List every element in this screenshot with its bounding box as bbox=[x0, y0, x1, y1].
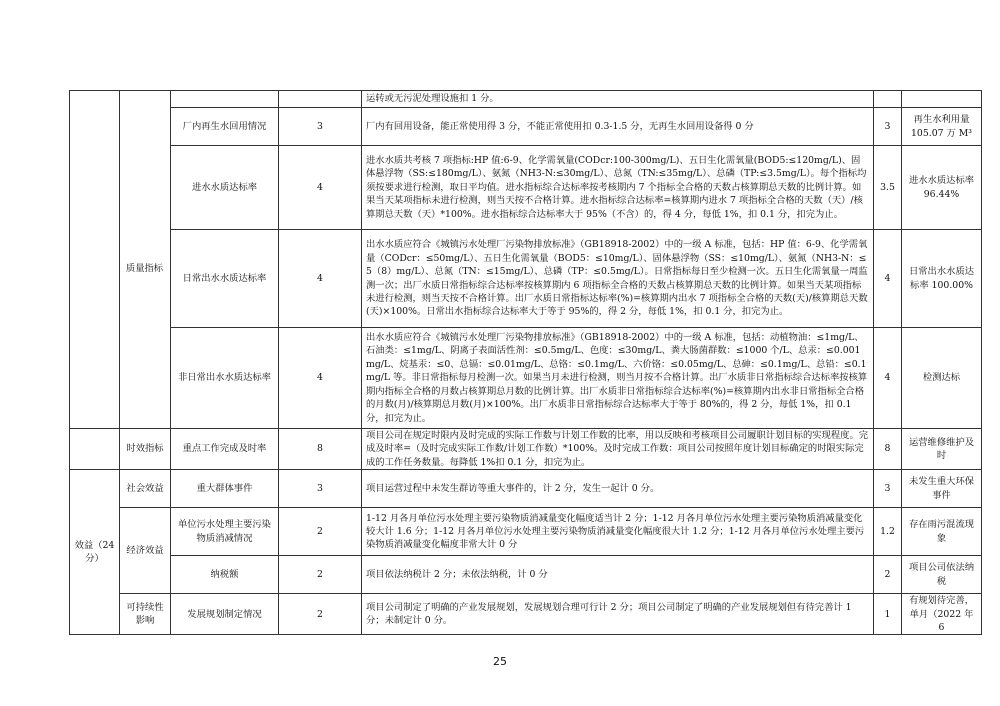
criteria-cell: 出水水质应符合《城镇污水处理厂污染物排放标准》（GB18918-2002）中的一级 A 标准，包括：HP 值：6-9、化学需氧量（CODcr：≤50mg/L）、五日生化需氧量（BOD5：≤10mg/L）、固体悬浮物（SS：≤10mg/L）、氨氮（NH3-N：≤5（8）mg/L）、总氮（TN：≤15mg/L）、总磷（TP：≤0.5mg/L）。日常指标每日至少检测一次。五日生化需氧量一周监测一次；出厂水质日常指标综合达标率按核算期内 6 项指标全合格的天数占核算期总天数的比例计算。如果当天某项指标未进行检测，则当天按不合格计算。出厂水质日常指标达标率(%)=核算期内出水 7 项指标全合格的天数(天)/核算期总天数(天)×100%。日常出水指标综合达标率大于等于 95%的，得 2 分，每低 1%，扣 0.1 分，扣完为止。 bbox=[362, 230, 874, 328]
subcategory-cell: 可持续性影响 bbox=[120, 594, 171, 635]
table-row bbox=[70, 594, 982, 635]
item-cell: 重点工作完成及时率 bbox=[171, 429, 279, 470]
criteria-cell: 项目依法纳税计 2 分；未依法纳税，计 0 分 bbox=[362, 556, 874, 594]
full-score-cell: 8 bbox=[279, 429, 362, 470]
full-score-cell: 3 bbox=[279, 108, 362, 146]
table-row bbox=[70, 230, 982, 328]
table-row bbox=[70, 146, 982, 230]
criteria-cell: 厂内有回用设备，能正常使用得 3 分，不能正常使用扣 0.3-1.5 分，无再生水回用设备得 0 分 bbox=[362, 108, 874, 146]
item-cell: 日常出水水质达标率 bbox=[171, 230, 279, 328]
item-cell: 重大群体事件 bbox=[171, 470, 279, 508]
item-cell: 纳税额 bbox=[171, 556, 279, 594]
item-cell: 厂内再生水回用情况 bbox=[171, 108, 279, 146]
benefit-category-cell: 效益（24分） bbox=[70, 470, 120, 635]
full-score-cell: 2 bbox=[279, 508, 362, 556]
score-cell: 8 bbox=[874, 429, 902, 470]
score-cell: 1.2 bbox=[874, 508, 902, 556]
full-score-cell: 4 bbox=[279, 328, 362, 429]
score-cell: 3 bbox=[874, 470, 902, 508]
subcategory-cell: 社会效益 bbox=[120, 470, 171, 508]
score-cell: 2 bbox=[874, 556, 902, 594]
score-cell: 3 bbox=[874, 108, 902, 146]
criteria-cell: 运转或无污泥处理设施扣 1 分。 bbox=[362, 91, 874, 108]
full-score-cell: 2 bbox=[279, 594, 362, 635]
result-cell: 未发生重大环保事件 bbox=[902, 470, 982, 508]
criteria-cell: 项目公司制定了明确的产业发展规划，发展规划合理可行计 2 分；项目公司制定了明确的产业发展规划但有待完善计 1 分；未制定计 0 分。 bbox=[362, 594, 874, 635]
score-cell: 4 bbox=[874, 230, 902, 328]
table-row bbox=[70, 429, 982, 470]
full-score-cell: 3 bbox=[279, 470, 362, 508]
table-row bbox=[70, 108, 982, 146]
table-row bbox=[70, 470, 982, 508]
table-row bbox=[70, 328, 982, 429]
item-cell: 非日常出水水质达标率 bbox=[171, 328, 279, 429]
evaluation-table bbox=[69, 90, 982, 635]
table-row bbox=[70, 91, 982, 108]
result-cell: 再生水利用量 105.07 万 M³ bbox=[902, 108, 982, 146]
criteria-cell: 项目公司在规定时限内及时完成的实际工作数与计划工作数的比率，用以反映和考核项目公司履职计划目标的实现程度。完成及时率=（及时完成实际工作数/计划工作数）*100%。及时完成工作数：项目公司按照年度计划目标确定的时限实际完成的工作任务数量。每降低 1%扣 0.1 分，扣完为止。 bbox=[362, 429, 874, 470]
score-cell: 1 bbox=[874, 594, 902, 635]
table-row bbox=[70, 556, 982, 594]
criteria-cell: 进水水质共考核 7 项指标:HP 值:6-9、化学需氧量(CODcr:100-300mg/L)、五日生化需氧量(BOD5:≤120mg/L)、固体悬浮物（SS:≤180mg/L）、氨氮（NH3-N:≤30mg/L）、总氮（TN:≤35mg/L）、总磷（TP:≤3.5mg/L）。每个指标均须按要求进行检测，取日平均值。进水指标综合达标率按考核期内 7 个指标全合格的天数占核算期总天数的比例计算。如果当天某项指标未进行检测，则当天按不合格计算。进水指标综合达标率=核算期内进水 7 项指标全合格的天数（天）/核算期总天数（天）*100%。进水指标综合达标率大于 95%（不含）的，得 4 分，每低 1%，扣 0.1 分，扣完为止。 bbox=[362, 146, 874, 230]
result-cell: 进水水质达标率 96.44% bbox=[902, 146, 982, 230]
full-score-cell: 4 bbox=[279, 146, 362, 230]
page-number: 25 bbox=[493, 655, 507, 668]
table-row bbox=[70, 508, 982, 556]
result-cell: 项目公司依法纳税 bbox=[902, 556, 982, 594]
criteria-cell: 1-12 月各月单位污水处理主要污染物质消减量变化幅度适当计 2 分；1-12 月各月单位污水处理主要污染物质消减量变化较大计 1.6 分；1-12 月各月单位污水处理主要污染物质消减量变化幅度很大计 1.2 分；1-12 月各月单位污水处理主要污染物质消减量变化幅度非常大计 0 分 bbox=[362, 508, 874, 556]
item-cell: 单位污水处理主要污染物质消减情况 bbox=[171, 508, 279, 556]
criteria-cell: 项目运营过程中未发生群访等重大事件的，计 2 分，发生一起计 0 分。 bbox=[362, 470, 874, 508]
result-cell: 检测达标 bbox=[902, 328, 982, 429]
result-cell: 日常出水水质达标率 100.00% bbox=[902, 230, 982, 328]
item-cell: 进水水质达标率 bbox=[171, 146, 279, 230]
category-cell bbox=[70, 91, 120, 429]
score-cell: 4 bbox=[874, 328, 902, 429]
result-cell: 有规划待完善，单月（2022 年 6 bbox=[902, 594, 982, 635]
score-cell: 3.5 bbox=[874, 146, 902, 230]
result-cell: 运营维修维护及时 bbox=[902, 429, 982, 470]
item-cell: 发展规划制定情况 bbox=[171, 594, 279, 635]
subcategory-cell: 经济效益 bbox=[120, 508, 171, 594]
full-score-cell: 4 bbox=[279, 230, 362, 328]
criteria-cell: 出水水质应符合《城镇污水处理厂污染物排放标准》（GB18918-2002）中的一级 A 标准，包括：动植物油：≤1mg/L、石油类：≤1mg/L、阴离子表面活性剂：≤0.5mg/L、色度：≤30mg/L、粪大肠菌群数：≤1000 个/L、总汞：≤0.001mg/L、烷基汞：≤0、总镉：≤0.01mg/L、总铬：≤0.1mg/L、六价铬：≤0.05mg/L、总砷：≤0.1mg/L、总铅：≤0.1mg/L 等。非日常指标每月检测一次。如果当月未进行检测，则当月按不合格计算。出厂水质非日常指标综合达标率按核算期内指标全合格的月数占核算期总月数的比例计算。出厂水质非日常指标综合达标率(%)=核算期内出水非日常指标全合格的月数(月)/核算期总月数(月)×100%。出厂水质非日常指标综合达标率大于等于 80%的，得 2 分，每低 1%，扣 0.1 分，扣完为止。 bbox=[362, 328, 874, 429]
subcategory-cell: 时效指标 bbox=[120, 429, 171, 470]
result-cell: 存在雨污混流现象 bbox=[902, 508, 982, 556]
full-score-cell: 2 bbox=[279, 556, 362, 594]
quality-indicator-label: 质量指标 bbox=[121, 262, 168, 276]
subcategory-cell bbox=[120, 91, 171, 429]
